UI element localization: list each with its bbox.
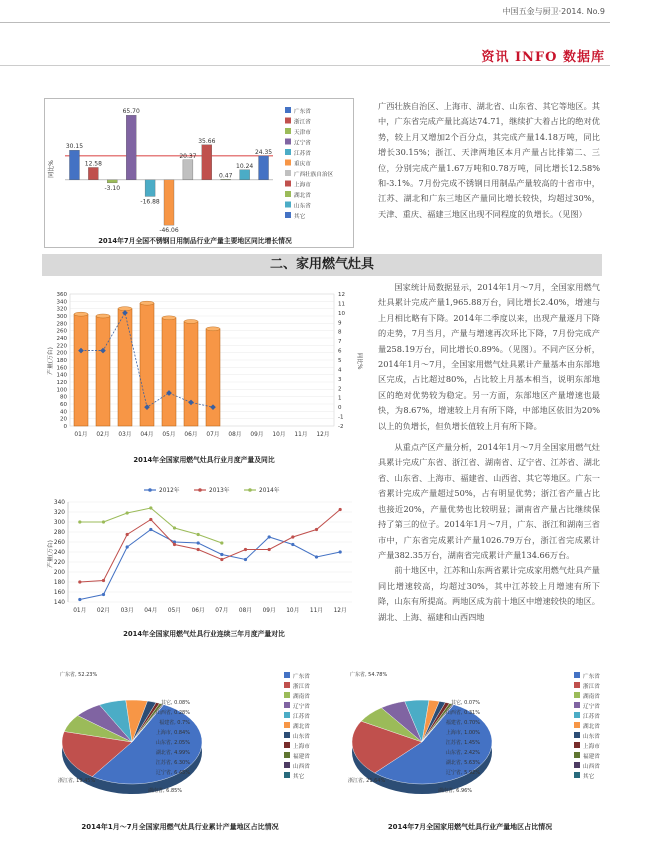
pie1-svg [40, 664, 320, 814]
bar [164, 180, 174, 225]
y-tick: 180 [56, 358, 67, 364]
pie-label: 福建省, 0.7% [159, 720, 190, 726]
y-tick: 160 [56, 365, 67, 372]
y-tick: 240 [56, 336, 67, 342]
legend-swatch [285, 202, 291, 208]
x-tick: 09月 [250, 432, 264, 438]
y2-tick: 5 [338, 358, 342, 364]
data-label: 0.47 [219, 172, 233, 180]
y-tick: 120 [56, 380, 67, 386]
chart1-ylabel: 同比% [48, 160, 55, 178]
chart2-ylabel: 产量(万台) [48, 347, 54, 375]
legend-swatch [574, 712, 580, 718]
legend-swatch [574, 692, 580, 698]
pie-label: 湖南省, 6.85% [148, 788, 183, 794]
pie2-svg [330, 664, 610, 814]
y-tick: 220 [56, 343, 67, 350]
legend-swatch [284, 712, 290, 718]
chart3-svg [44, 484, 364, 649]
y-tick: 220 [53, 560, 65, 566]
y-tick: 260 [53, 540, 65, 546]
legend-swatch [285, 181, 291, 187]
legend-swatch [284, 772, 290, 778]
legend-swatch [285, 191, 291, 197]
y-tick: 320 [53, 510, 65, 516]
series-point [291, 535, 294, 538]
legend-swatch [574, 672, 580, 678]
legend-label: 广东省 [293, 674, 310, 680]
legend-swatch [285, 107, 291, 113]
legend-label: 福建省 [583, 754, 600, 760]
paragraph: 国家统计局数据显示，2014年1月～7月，全国家用燃气灶具累计完成产量1,965.88万台，同比增长2.40%，增速与上月相比略有下降。2014年二季度以来，出现产量逐月下降的走势，7月当月，产量与增速再次环比下降，7月份完成产量258.19万台，同比增长0.89%。（见图）。不同产区分析，2014年1月～7月，全国家用燃气灶具累计产量基本由东部地区完成，占比超过80%，占比较上月基本相当，说明东部地区的绝对优势较为稳定。另一方面，东部地区产量增速也最快，为8.67%，增速较上月有所下降，中部地区依旧为20%以上的负增长，但负增长值较上月有所下降。 [378, 282, 600, 431]
legend-label: 其它 [293, 774, 305, 780]
legend-swatch [284, 672, 290, 678]
y2-tick: -1 [338, 414, 344, 421]
bar [69, 150, 79, 180]
y2-tick: 3 [338, 376, 342, 383]
y2-tick: 10 [338, 310, 345, 317]
data-label: -46.06 [159, 227, 179, 235]
data-label: -16.88 [140, 198, 160, 206]
legend-label: 辽宁省 [583, 704, 600, 710]
y2-tick: 2 [338, 386, 342, 393]
legend-label: 天津市 [294, 130, 311, 136]
legend-swatch [285, 149, 291, 155]
series-point [339, 550, 342, 553]
bar [221, 179, 231, 180]
x-tick: 10月 [286, 608, 300, 614]
x-tick: 11月 [294, 432, 308, 438]
legend-marker [198, 488, 202, 492]
data-label: 30.15 [65, 143, 84, 151]
pie-label: 上海市, 1.00% [445, 730, 480, 736]
y-tick: 200 [56, 350, 67, 357]
y-tick: 40 [60, 409, 67, 416]
legend-swatch [284, 762, 290, 768]
series-point [126, 511, 129, 514]
series-point [197, 548, 200, 551]
data-label: 12.58 [84, 160, 102, 168]
pie1-caption: 2014年1月～7月全国家用燃气灶具行业累计产量地区占比情况 [81, 823, 279, 831]
legend-label: 山东省 [294, 203, 311, 210]
legend-label: 2013年 [209, 488, 230, 494]
legend-label: 其它 [583, 774, 595, 780]
legend-swatch [574, 702, 580, 708]
x-tick: 06月 [191, 608, 205, 614]
chart3-caption: 2014年全国家用燃气灶具行业连续三年月度产量对比 [123, 630, 285, 638]
legend-label: 辽宁省 [293, 704, 310, 710]
series-point [102, 593, 105, 596]
publication-header: 中国五金与厨卫·2014. No.9 [502, 7, 605, 16]
legend-swatch [285, 139, 291, 145]
y2-tick: 0 [338, 405, 342, 412]
data-label: 10.24 [236, 162, 254, 170]
bar [88, 167, 98, 179]
pie-label: 湖北省, 4.99% [155, 750, 190, 756]
x-tick: 10月 [272, 432, 286, 438]
x-tick: 04月 [144, 608, 158, 614]
x-tick: 01月 [74, 432, 88, 438]
series-point [315, 555, 318, 558]
x-tick: 07月 [215, 608, 229, 614]
series-point [149, 506, 152, 509]
bar-top [96, 314, 110, 318]
x-tick: 12月 [333, 608, 347, 614]
legend-label: 重庆市 [294, 161, 311, 168]
y-tick: 200 [53, 570, 65, 576]
legend-swatch [284, 742, 290, 748]
y-tick: 100 [56, 387, 67, 394]
bar [126, 115, 136, 180]
legend-label: 江苏省 [583, 714, 600, 720]
series-point [268, 535, 271, 538]
legend-label: 浙江省 [294, 119, 311, 126]
y-tick: 80 [60, 394, 67, 401]
bar [162, 318, 176, 426]
y-tick: 0 [63, 424, 67, 430]
bar [202, 145, 212, 180]
legend-label: 山西省 [583, 764, 600, 770]
y-tick: 280 [56, 321, 67, 328]
x-tick: 07月 [206, 432, 220, 438]
x-tick: 08月 [238, 608, 253, 614]
legend-marker [148, 488, 152, 492]
bar [107, 180, 117, 183]
legend-label: 湖北省 [293, 724, 310, 730]
legend-swatch [284, 732, 290, 738]
pie-label: 浙江省, 19.45% [58, 778, 96, 784]
legend-label: 湖南省 [583, 694, 600, 700]
y-tick: 360 [56, 292, 67, 298]
section-rule [0, 65, 610, 66]
legend-label: 上海市 [294, 182, 311, 189]
legend-swatch [574, 772, 580, 778]
body-text-mid [378, 280, 600, 625]
x-tick: 02月 [96, 432, 110, 438]
bar [118, 309, 132, 426]
y2-tick: 12 [338, 292, 345, 298]
series-point [268, 548, 271, 551]
chart1-svg [45, 99, 355, 249]
x-tick: 06月 [184, 432, 198, 438]
pie-label: 辽宁省, 6.45% [155, 770, 190, 776]
series-point [244, 558, 247, 561]
chart1-frame [44, 98, 354, 248]
pie-label: 山东省, 2.05% [155, 740, 190, 746]
x-tick: 03月 [120, 608, 134, 614]
legend-swatch [284, 722, 290, 728]
bar [74, 314, 88, 426]
x-tick: 05月 [162, 432, 176, 438]
legend-label: 山西省 [293, 764, 310, 770]
data-label: 20.37 [179, 152, 197, 160]
x-tick: 01月 [73, 608, 87, 614]
x-tick: 08月 [228, 432, 242, 438]
y-tick: 140 [56, 372, 67, 379]
legend-label: 湖南省 [293, 694, 310, 700]
y-tick: 340 [53, 500, 65, 506]
legend-swatch [285, 128, 291, 134]
y-tick: 20 [60, 416, 67, 423]
x-tick: 04月 [140, 432, 154, 438]
legend-label: 辽宁省 [294, 140, 311, 147]
legend-swatch [285, 118, 291, 124]
bar-top [74, 312, 88, 316]
legend-label: 上海市 [583, 744, 600, 750]
series-point [102, 579, 105, 582]
chart2-caption: 2014年全国家用燃气灶具行业月度产量及同比 [133, 456, 275, 464]
legend-swatch [284, 752, 290, 758]
series-point [149, 528, 152, 531]
pie-label: 其它, 0.07% [450, 700, 480, 706]
legend-label: 江苏省 [293, 714, 310, 720]
section-band [42, 254, 602, 276]
legend-label: 2014年 [259, 488, 280, 494]
series-point [126, 545, 129, 548]
series-line [80, 510, 340, 583]
legend-swatch [574, 722, 580, 728]
pie-label: 上海市, 0.84% [155, 730, 190, 736]
series-point [315, 528, 318, 531]
x-tick: 03月 [118, 432, 132, 438]
y-tick: 340 [56, 299, 67, 306]
legend-swatch [285, 160, 291, 166]
legend-label: 广东省 [583, 674, 600, 680]
y-tick: 60 [60, 402, 67, 408]
legend-swatch [574, 762, 580, 768]
y2-tick: 9 [338, 320, 342, 327]
series-point [149, 518, 152, 521]
legend-label: 福建省 [293, 754, 310, 760]
pie-label: 浙江省, 21.64% [348, 778, 386, 784]
y-tick: 260 [56, 328, 67, 335]
pie-label: 山西省, 0.28% [155, 710, 190, 716]
bar-top [206, 327, 220, 331]
legend-swatch [574, 732, 580, 738]
data-label: 24.35 [254, 148, 273, 156]
chart2-y2label: 同比% [356, 352, 362, 370]
legend-swatch [574, 682, 580, 688]
legend-marker [248, 488, 252, 492]
series-point [220, 558, 223, 561]
legend-swatch [285, 212, 291, 218]
x-tick: 11月 [309, 608, 324, 614]
chart3-ylabel: 产量(万台) [48, 540, 54, 568]
pie-label: 广东省, 52.23% [60, 672, 98, 678]
pie-label: 广东省, 54.78% [350, 672, 388, 678]
section-title: 资讯 INFO 数据库 [481, 50, 605, 65]
series-point [197, 541, 200, 544]
y2-tick: 7 [338, 339, 342, 346]
data-label: 65.70 [122, 108, 140, 116]
legend-label: 浙江省 [293, 684, 310, 690]
bar [184, 322, 198, 427]
header-rule [0, 22, 610, 23]
chart2-svg [44, 286, 364, 476]
y-tick: 140 [53, 600, 65, 606]
y-tick: 320 [56, 306, 67, 313]
series-line [80, 508, 222, 543]
bar [240, 170, 250, 180]
paragraph: 从重点产区产量分析，2014年1月～7月全国家用燃气灶具累计完成广东省、浙江省、湖南省、辽宁省、江苏省、湖北省、山东省、上海市、福建省、山西省、其它等地区。广东一省累计完成产量超过50%，占有明显优势；浙江省产量占比也接近20%，产量优势也比较明显；湖南省产量占比继续保持了第三的位子。2014年1月～7月，广东、浙江和湖南三省市中，广东省完成累计产量1026.79万台，浙江省完成累计产量382.35万台，湖南省完成累计产量134.66万台。 [378, 442, 600, 560]
legend-label: 广西壮族自治区 [294, 172, 334, 178]
pie-label: 山西省, 0.31% [445, 710, 480, 716]
bar [206, 329, 220, 426]
series-point [78, 520, 81, 523]
y2-tick: -2 [338, 424, 344, 430]
chart1-caption: 2014年7月全国不锈钢日用制品行业产量主要地区同比增长情况 [98, 237, 292, 245]
y2-tick: 8 [338, 329, 342, 336]
pie-label: 辽宁省, 5.92% [445, 770, 480, 776]
pie-label: 湖北省, 5.63% [445, 760, 480, 766]
pie2-caption: 2014年7月全国家用燃气灶具行业产量地区占比情况 [387, 823, 553, 831]
series-point [244, 548, 247, 551]
series-point [173, 526, 176, 529]
series-point [78, 580, 81, 583]
legend-label: 上海市 [293, 744, 310, 750]
bar-top [162, 316, 176, 320]
series-point [173, 543, 176, 546]
legend-label: 江苏省 [294, 151, 311, 157]
legend-swatch [574, 742, 580, 748]
y2-tick: 4 [338, 367, 342, 374]
data-label: -3.10 [104, 184, 121, 192]
paragraph: 前十地区中，江苏和山东两省累计完成家用燃气灶具产量同比增速较高，均超过30%，其中江苏较上月增速有所下降，山东有所提高。两地区成为前十地区中增速较快的地区。湖北、上海、福建和山西四地 [378, 565, 600, 622]
legend-label: 山东省 [583, 734, 600, 740]
y2-tick: 1 [338, 395, 342, 402]
y-tick: 240 [53, 550, 65, 556]
legend-swatch [574, 752, 580, 758]
pie-label: 江苏省, 6.30% [155, 760, 190, 766]
legend-label: 湖北省 [294, 193, 311, 199]
pie-label: 江苏省, 1.45% [445, 740, 480, 746]
pie-label: 其它, 0.08% [160, 700, 190, 706]
legend-label: 2012年 [159, 488, 180, 494]
y2-tick: 11 [338, 301, 345, 308]
y-tick: 280 [53, 530, 65, 536]
legend-label: 浙江省 [583, 684, 600, 690]
x-tick: 12月 [316, 432, 330, 438]
bar [145, 180, 155, 197]
bar-top [140, 301, 154, 305]
legend-swatch [284, 682, 290, 688]
x-tick: 09月 [262, 608, 276, 614]
pie-label: 山东省, 2.42% [445, 750, 480, 756]
y-tick: 180 [53, 580, 65, 586]
band-title: 二、家用燃气灶具 [269, 257, 374, 272]
pie-label: 湖南省, 6.96% [438, 788, 473, 794]
x-tick: 02月 [96, 608, 111, 614]
x-tick: 05月 [167, 608, 182, 614]
series-line [80, 530, 340, 600]
bar [183, 160, 193, 180]
legend-label: 广东省 [294, 109, 311, 115]
legend-label: 其它 [294, 214, 306, 220]
pie-label: 福建省, 0.70% [445, 720, 480, 726]
legend-label: 湖北省 [583, 724, 600, 730]
y2-tick: 6 [338, 348, 342, 355]
legend-label: 山东省 [293, 734, 310, 740]
series-point [126, 533, 129, 536]
bar-top [184, 320, 198, 324]
y-tick: 300 [53, 520, 65, 526]
legend-swatch [284, 702, 290, 708]
series-point [291, 543, 294, 546]
bar [96, 316, 110, 426]
y-tick: 160 [53, 590, 65, 596]
body-text-top: 广西壮族自治区、上海市、湖北省、山东省、其它等地区。其中，广东省完成产量比高达74.71，继续扩大着占比的绝对优势，较上月又增加2个百分点，其完成产量14.18万吨，同比增长30.15%；浙江、天津两地区本月产量占比排第二、三位，分别完成产量1.67万吨和0.78万吨，同比增长12.58%和-3.1%。7月份完成不锈钢日用制品产量较高的十省市中，江苏、湖北和广东三地区产量同比增长较快，均超过30%，天津、重庆、福建三地区出现不同程度的负增长。（见图） [378, 101, 600, 219]
data-label: 35.66 [198, 137, 216, 145]
series-point [220, 553, 223, 556]
legend-swatch [284, 692, 290, 698]
series-point [339, 508, 342, 511]
series-point [220, 541, 223, 544]
series-point [102, 520, 105, 523]
legend-swatch [285, 170, 291, 176]
bar [259, 156, 269, 180]
series-point [78, 598, 81, 601]
series-point [197, 533, 200, 536]
y-tick: 300 [56, 314, 67, 320]
